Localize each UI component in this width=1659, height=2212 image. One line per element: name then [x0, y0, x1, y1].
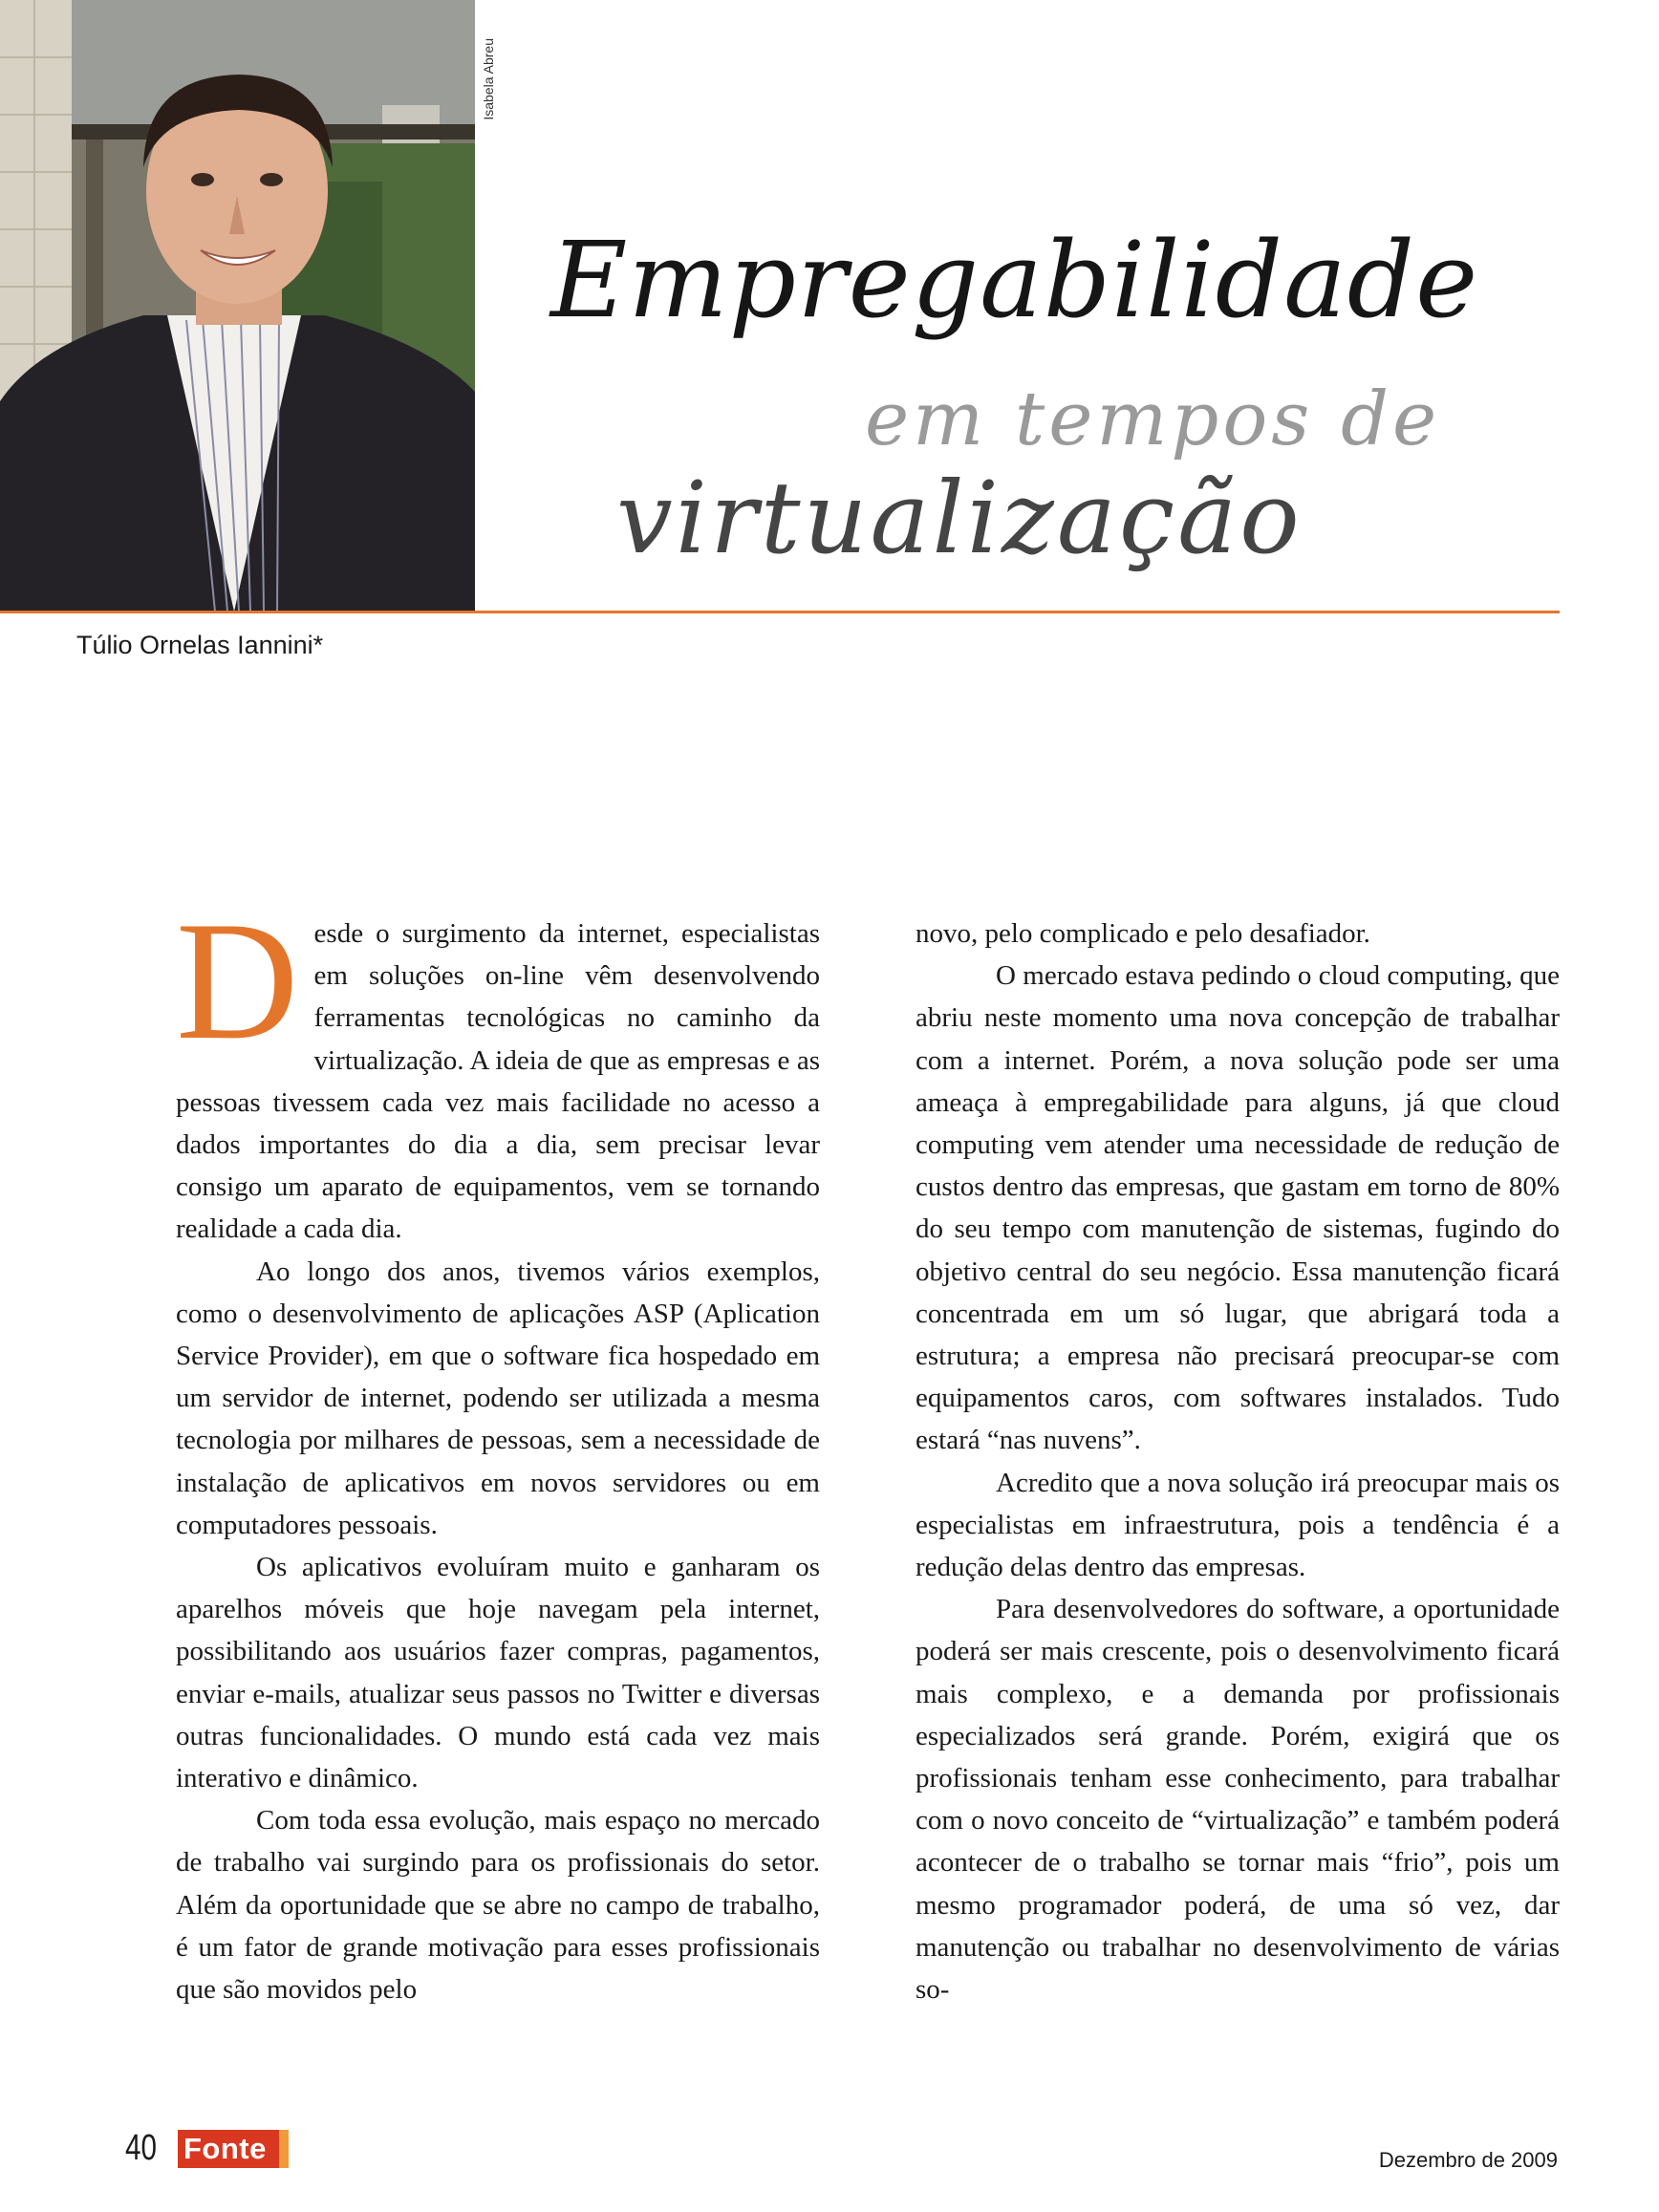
title-line-1: Empregabilidade — [550, 219, 1479, 341]
header-divider — [0, 611, 1560, 613]
paragraph-text: esde o surgimento da internet, especialistas em soluções on-line vêm desenvolvendo ferramentas tecnológicas no caminho da virtualização. A ideia de que as empresas e as pessoas tivessem cada vez mais facilidade no acesso a dados importantes do dia a dia, sem precisar levar consigo um aparato de equipamentos, vem se tornando realidade a cada dia. — [176, 918, 820, 1245]
paragraph: Os aplicativos evoluíram muito e ganharam os aparelhos móveis que hoje navegam pela internet, possibilitando aos usuários fazer compras, pagamentos, enviar e-mails, atualizar seus passos no Twitter e diversas outras funcionalidades. O mundo está cada vez mais interativo e dinâmico. — [176, 1552, 820, 1794]
page-number: 40 — [125, 2128, 157, 2168]
paragraph: Com toda essa evolução, mais espaço no mercado de trabalho vai surgindo para os profissionais do setor. Além da oportunidade que se abre no campo de trabalho, é um fator de grande motivação para esses profissionais que são movidos pelo — [176, 1805, 820, 2006]
title-line-3: virtualização — [616, 460, 1303, 576]
logo-stripe — [279, 2130, 289, 2168]
title-line-2: em tempos de — [865, 376, 1441, 462]
photo-credit: Isabela Abreu — [481, 38, 496, 120]
paragraph — [176, 886, 820, 1251]
issue-date: Dezembro de 2009 — [1378, 2148, 1558, 2172]
paragraph: Para desenvolvedores do software, a oportunidade poderá ser mais crescente, pois o desenvolvimento ficará mais complexo, e a demanda por profissionais especializados será grande. Porém, exigirá que os profissionais tenham esse conhecimento, para trabalhar com o novo conceito de “virtualização” e também poderá acontecer de o trabalho se tornar mais “frio”, pois um mesmo programador poderá, de uma só vez, dar manutenção ou trabalhar no desenvolvimento de várias so- — [916, 1594, 1560, 2006]
magazine-logo-text: Fonte — [183, 2132, 267, 2165]
paragraph: O mercado estava pedindo o cloud computing, que abriu neste momento uma nova concepção de trabalhar com a internet. Porém, a nova solução pode ser uma ameaça à empregabilidade para alguns, já que cloud computing vem atender uma necessidade de redução de custos dentro das empresas, que gastam em torno de 80% do seu tempo com manutenção de sistemas, fugindo do objetivo central do seu negócio. Essa manutenção ficará concentrada em um só lugar, que abrigará toda a estrutura; a empresa não precisará preocupar-se com equipamentos caros, com softwares instalados. Tudo estará “nas nuvens”. — [916, 960, 1560, 1456]
paragraph: Acredito que a nova solução irá preocupar mais os especialistas em infraestrutura, pois a tendência é a redução delas dentro das empresas. — [916, 1467, 1560, 1583]
paragraph: Ao longo dos anos, tivemos vários exemplos, como o desenvolvimento de aplicações ASP (Aplication Service Provider), em que o software fica hospedado em um servidor de internet, podendo ser utilizada a mesma tecnologia por milhares de pessoas, sem a necessidade de instalação de aplicativos em novos servidores ou em computadores pessoais. — [176, 1256, 820, 1540]
author-photo — [0, 0, 475, 612]
magazine-logo — [178, 2130, 289, 2168]
article-column-left — [176, 886, 820, 2010]
author-byline: Túlio Ornelas Iannini* — [76, 631, 324, 659]
paragraph: novo, pelo complicado e pelo desafiador. — [916, 918, 1370, 949]
article-column-right — [916, 913, 1560, 2010]
dropcap: D — [176, 886, 299, 1075]
